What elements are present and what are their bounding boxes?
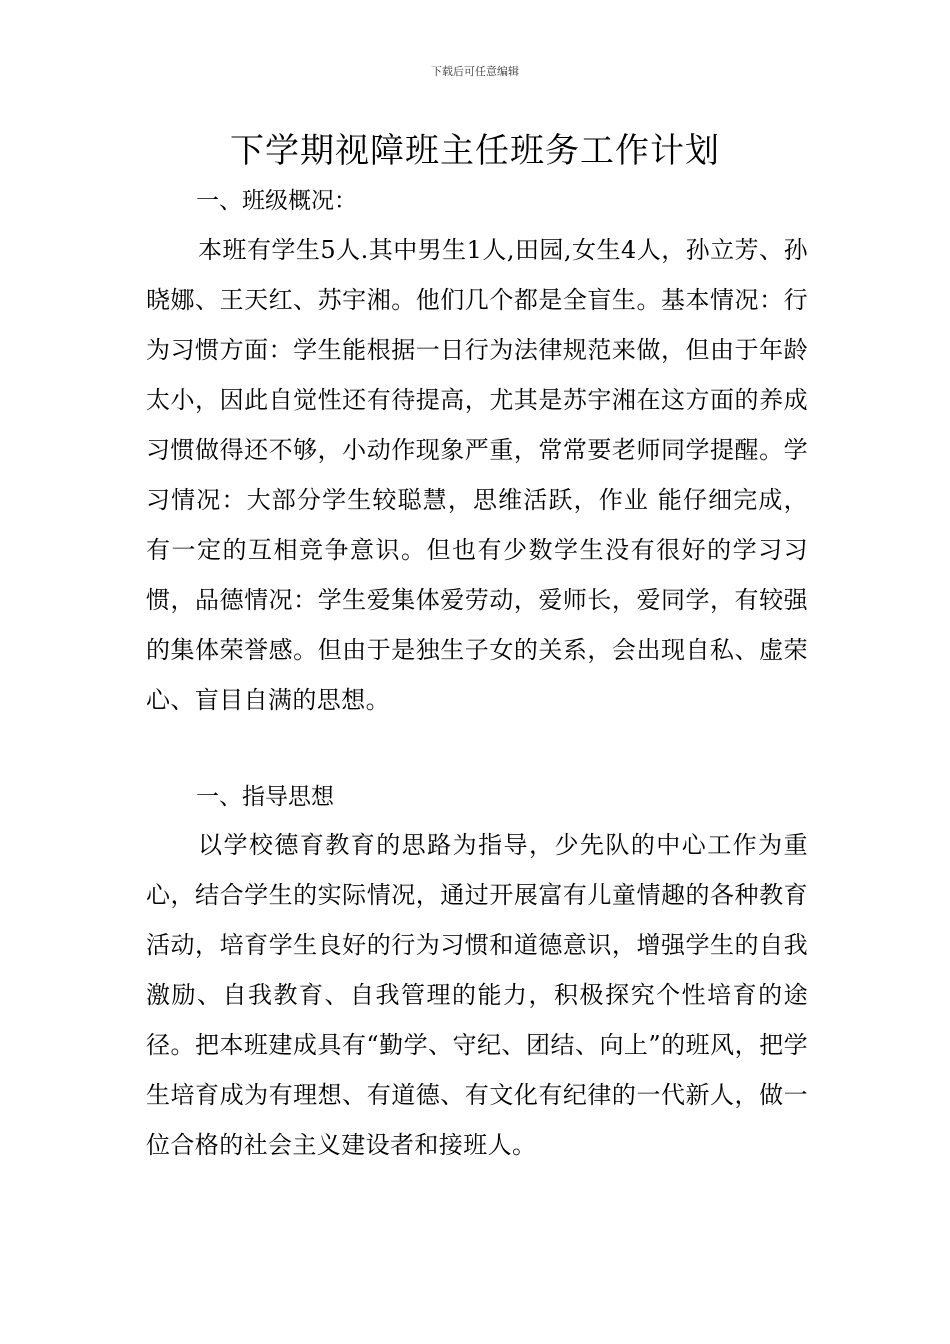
header-note: 下载后可任意编辑 bbox=[431, 65, 519, 78]
section-heading-class-overview: 一、班级概况： bbox=[196, 188, 357, 214]
section-heading-guiding-principle: 一、指导思想 bbox=[196, 784, 334, 810]
section-body-guiding-principle: 以学校德育教育的思路为指导，少先队的中心工作为重心，结合学生的实际情况，通过开展富有儿童情趣的各种教育活动，培育学生良好的行为习惯和道德意识，增强学生的自我激励、自我教育、自我管理的能力，积极探究个性培育的途径。把本班建成具有“勤学、守纪、团结、向上”的班风，把学生培育成为有理想、有道德、有文化有纪律的一代新人，做一位合格的社会主义建设者和接班人。 bbox=[146, 831, 808, 1159]
section-body-class-overview: 本班有学生5人.其中男生1人,田园,女生4人，孙立芳、孙晓娜、王天红、苏宇湘。他们几个都是全盲生。基本情况：行为习惯方面：学生能根据一日行为法律规范来做，但由于年龄太小，因此自觉性还有待提高，尤其是苏宇湘在这方面的养成习惯做得还不够，小动作现象严重，常常要老师同学提醒。学习情况：大部分学生较聪慧，思维活跃，作业 能仔细完成，有一定的互相竞争意识。但也有少数学生没有很好的学习习惯，品德情况：学生爱集体爱劳动，爱师长，爱同学，有较强的集体荣誉感。但由于是独生子女的关系，会出现自私、虚荣心、盲目自满的思想。 bbox=[146, 236, 808, 714]
document-title: 下学期视障班主任班务工作计划 bbox=[230, 131, 720, 171]
